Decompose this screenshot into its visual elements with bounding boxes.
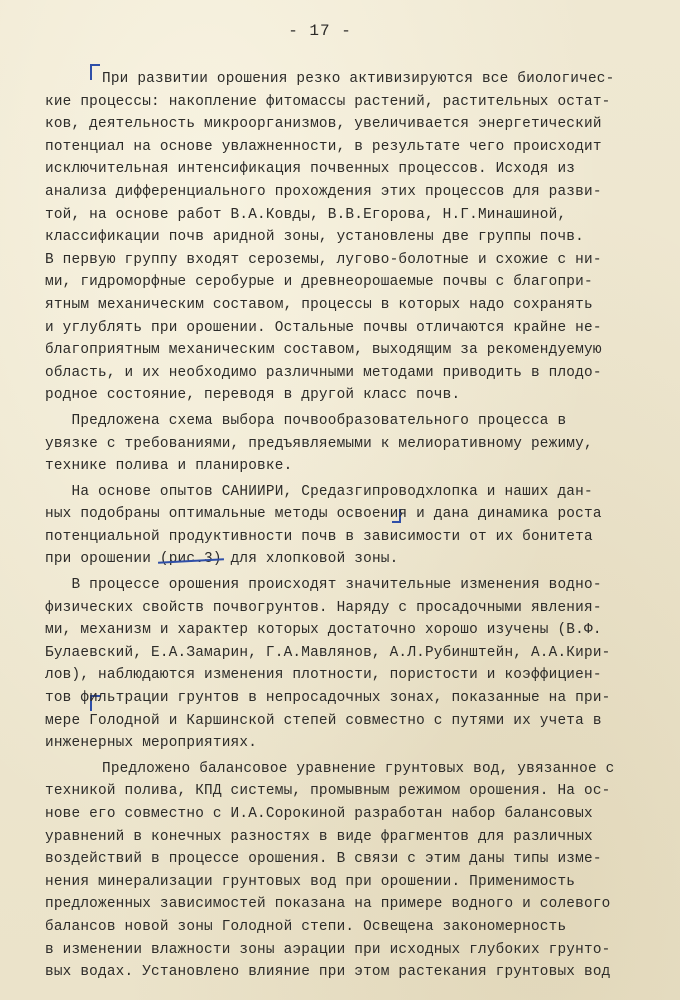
text-line: инженерных мероприятиях.	[45, 735, 258, 752]
text-line: потенциальной продуктивности почв в зависимости от их бонитета	[45, 528, 593, 545]
text-line: Предложена схема выбора почвообразовательного процесса в	[45, 412, 567, 429]
text-line: родное состояние, переводя в другой класс почв.	[45, 387, 461, 404]
text-line: физических свойств почвогрунтов. Наряду с просадочными явления-	[45, 599, 602, 616]
page-number: - 17 -	[288, 22, 352, 40]
text-line: мере Голодной и Каршинской степей совместно с путями их учета в	[45, 712, 602, 729]
text-line: уравнений в конечных разностях в виде фрагментов для различных	[45, 828, 593, 845]
text-line: На основе опытов САНИИРИ, Средазгипроводхлопка и наших дан-	[45, 483, 593, 500]
text-line: классификации почв аридной зоны, установлены две группы почв.	[45, 229, 584, 246]
paragraph-1	[45, 68, 625, 407]
text-line: нове его совместно с И.А.Сорокиной разработан набор балансовых	[45, 806, 593, 822]
paragraph-5	[45, 758, 625, 984]
text-line: техникой полива, КПД системы, промывным режимом орошения. На ос-	[45, 783, 611, 800]
text-line: балансов новой зоны Голодной степи. Освещена закономерность	[45, 918, 567, 935]
text-line: В первую группу входят сероземы, лугово-болотные и схожие с ни-	[45, 251, 602, 268]
text-line: ных подобраны оптимальные методы освоения и дана динамика роста	[45, 506, 602, 523]
text-line: той, на основе работ В.А.Ковды, В.В.Егорова, Н.Г.Минашиной,	[45, 206, 567, 223]
text-line: лов), наблюдаются изменения плотности, пористости и коэффициен-	[45, 667, 602, 684]
text-line: ми, гидроморфные серобурые и древнеорошаемые почвы с благопри-	[45, 274, 593, 291]
text-fragment: для хлопковой зоны.	[221, 551, 399, 568]
paragraph-3	[45, 481, 625, 571]
paragraph-4	[45, 574, 625, 755]
text-line: в изменении влажности зоны аэрации при исходных глубоких грунто-	[45, 941, 611, 958]
text-line: исключительная интенсификация почвенных процессов. Исходя из	[45, 161, 576, 178]
text-line: воздействий в процессе орошения. В связи с этим даны типы изме-	[45, 851, 602, 868]
text-line: нения минерализации грунтовых вод при орошении. Применимость	[45, 873, 576, 890]
text-line: Предложено балансовое уравнение грунтовых вод, увязанное с	[102, 760, 615, 777]
text-line: технике полива и планировке.	[45, 458, 293, 475]
text-line: и углублять при орошении. Остальные почвы отличаются крайне не-	[45, 319, 602, 336]
text-line: вых водах. Установлено влияние при этом растекания грунтовых вод	[45, 964, 611, 981]
text-line: ков, деятельность микроорганизмов, увеличивается энергетический	[45, 116, 602, 133]
struck-figure-reference: (рис.3)	[159, 551, 222, 568]
text-line: В процессе орошения происходят значительные изменения водно-	[45, 577, 602, 594]
text-line: тов фильтрации грунтов в непросадочных зонах, показанные на при-	[45, 690, 611, 707]
text-fragment: при орошении	[45, 551, 160, 568]
text-line: благоприятным механическим составом, выходящим за рекомендуемую	[45, 342, 602, 359]
text-line: кие процессы: накопление фитомассы растений, растительных остат-	[45, 93, 611, 110]
text-line: предложенных зависимостей показана на примере водного и солевого	[45, 896, 611, 913]
paragraph-2	[45, 410, 625, 478]
text-line: анализа дифференциального прохождения этих процессов для разви-	[45, 183, 602, 200]
text-line: ятным механическим составом, процессы в которых надо сохранять	[45, 296, 593, 313]
text-line: Булаевский, Е.А.Замарин, Г.А.Мавлянов, А.Л.Рубинштейн, А.А.Кири-	[45, 644, 611, 661]
text-line-with-correction	[45, 548, 625, 571]
text-line: увязке с требованиями, предъявляемыми к мелиоративному режиму,	[45, 435, 593, 452]
text-line: потенциал на основе увлажненности, в результате чего происходит	[45, 138, 602, 155]
text-line: При развитии орошения резко активизируются все биологичес-	[102, 71, 615, 87]
text-line: область, и их необходимо различными методами приводить в плодо-	[45, 364, 602, 381]
document-body	[45, 68, 625, 984]
text-line: ми, механизм и характер которых достаточно хорошо изучены (В.Ф.	[45, 622, 602, 639]
